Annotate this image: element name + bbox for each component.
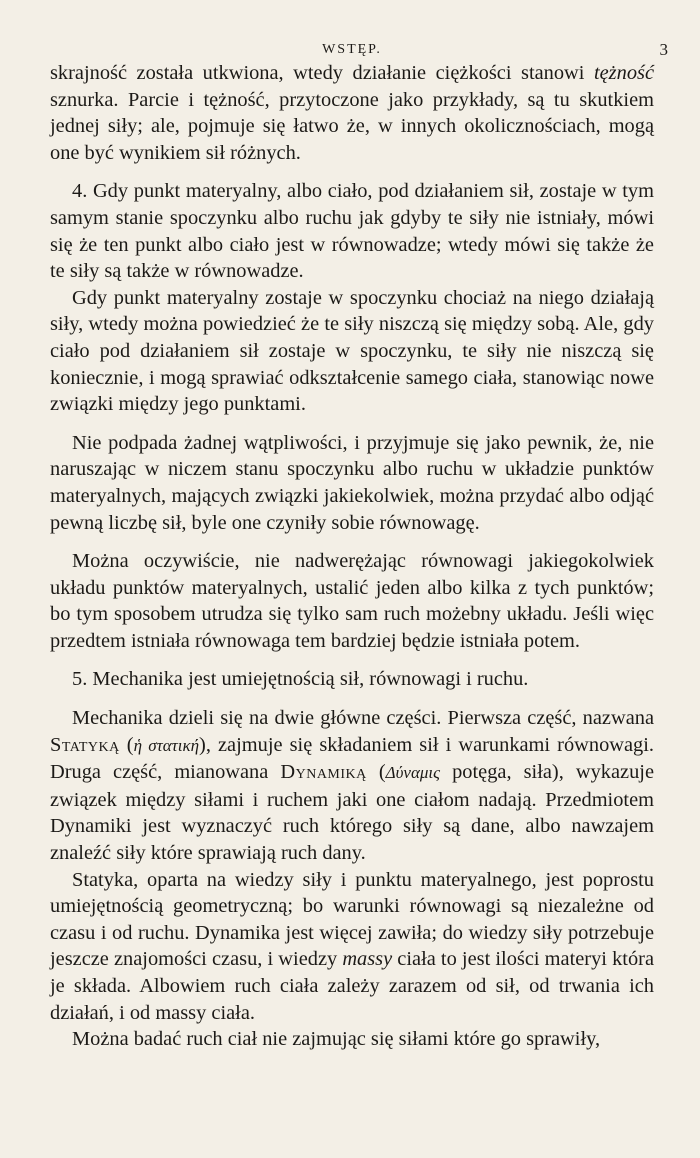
text-run-greek: Δύναμις <box>385 763 441 783</box>
text-run-em: tężność <box>593 62 654 84</box>
paragraph <box>50 548 654 654</box>
text-run: 5. Mechanika jest umiejętnością sił, równowagi i ruchu. <box>72 668 529 691</box>
paragraph-section-5 <box>50 666 654 693</box>
text-run: Nie podpada żadnej wątpliwości, i przyjmuje się jako pewnik, że, nie naruszając w niczem stanu spoczynku albo ruchu w układzie punktów materyalnych, mających związki jakiekolwiek, można przydać albo odjąć pewną liczbę sił, byle one czyniły sobie równowagę. <box>50 431 654 534</box>
text-run-em: massy <box>342 948 393 971</box>
paragraph-section-4 <box>50 178 654 284</box>
page-number: 3 <box>659 40 668 59</box>
text-run: ( <box>119 733 134 756</box>
text-run: ( <box>366 761 386 784</box>
text-run: ), zajmuje się składaniem sił i warunkami równowagi. Druga część, mianowana <box>50 733 654 784</box>
text-run: Statyka, oparta na wiedzy siły i punktu materyalnego, jest poprostu umiejętnością geometryczną; bo warunki równowagi są niezależne od czasu i od ruchu. Dynamika jest więcej zawiła; do wiedzy siły potrzebuje jeszcze znajomości czasu, i wiedzy <box>50 868 654 971</box>
body-text <box>50 60 654 1053</box>
text-run: Gdy punkt materyalny zostaje w spoczynku chociaż na niego działają siły, wtedy można powiedzieć że te siły niszczą się między sobą. Ale, gdy ciało pod działaniem sił zostaje w spoczynku, te siły nie niszczą się koniecznie, i mogą sprawiać odkształcenie samego ciała, stanowiąc nowe związki między jego punktami. <box>50 286 654 416</box>
text-run-sc: Dynamiką <box>280 761 367 784</box>
running-title: WSTĘP. <box>322 42 382 57</box>
text-run-sc: Statyką <box>50 733 120 756</box>
text-run: ciała to jest ilości materyi która je składa. Albowiem ruch ciała zależy zarazem od sił, od trwania ich działań, i od massy ciała. <box>50 948 654 1024</box>
text-run: sznurka. Parcie i tężność, przytoczone jako przykłady, są tu skutkiem jednej siły; ale, pojmuje się łatwo że, w innych okolicznościach, mogą one być wynikiem sił różnych. <box>50 88 654 164</box>
text-run: Mechanika dzieli się na dwie główne części. Pierwsza część, nazwana <box>72 707 654 730</box>
text-run: Można oczywiście, nie nadwerężając równowagi jakiegokolwiek układu punktów materyalnych, ustalić jeden albo kilka z tych punktów; bo tym sposobem utrudza się tylko sam ruch możebny układu. Jeśli więc przedtem istniała równowaga tem bardziej będzie istniała potem. <box>50 550 654 652</box>
paragraph <box>50 285 654 418</box>
text-run: Można badać ruch ciał nie zajmując się siłami które go sprawiły, <box>72 1028 601 1051</box>
text-run: potęga, siła), wykazuje związek między siłami i ruchem jaki one ciałom nadają. Przedmiotem Dynamiki jest wyznaczyć ruch którego siły są dane, albo nawzajem znaleźć siły które sprawiają ruch dany. <box>50 761 654 865</box>
paragraph-continuation <box>50 60 654 166</box>
text-run-greek: ἡ στατική <box>133 735 200 755</box>
paragraph <box>50 1026 654 1053</box>
running-head <box>50 0 668 60</box>
paragraph <box>50 705 654 867</box>
text-run: 4. Gdy punkt materyalny, albo ciało, pod działaniem sił, zostaje w tym samym stanie spoczynku albo ruchu jak gdyby te siły nie istniały, mówi się że ten punkt albo ciało jest w równowadze; wtedy mówi się także że te siły są także w równowadze. <box>50 180 654 283</box>
text-run: skrajność została utkwiona, wtedy działanie ciężkości stanowi <box>50 62 594 84</box>
paragraph <box>50 867 654 1027</box>
paragraph <box>50 430 654 536</box>
